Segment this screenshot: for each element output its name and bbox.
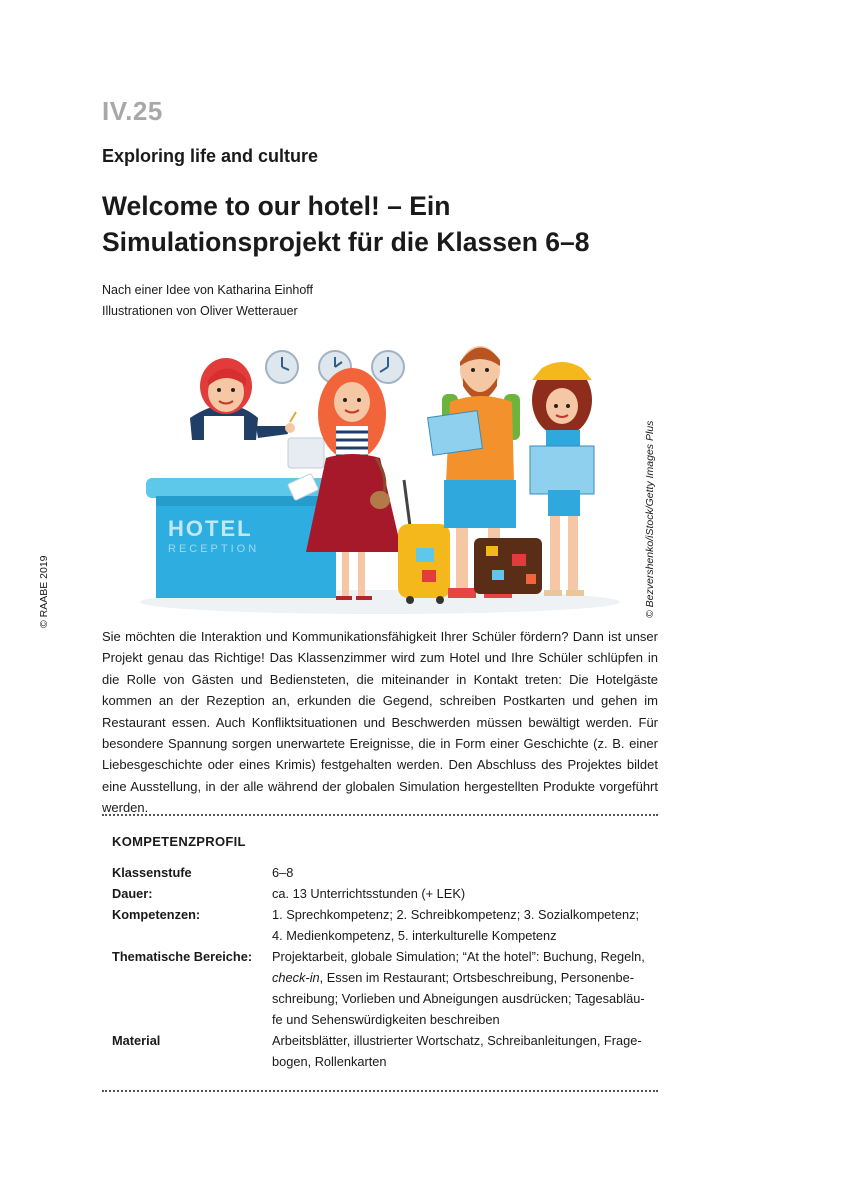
row-label: Material: [112, 1033, 161, 1048]
dotted-divider: [102, 1090, 658, 1092]
clock-icon: [266, 351, 298, 383]
row-value: [272, 904, 652, 946]
credits: [102, 280, 313, 322]
row-label: Dauer:: [112, 886, 153, 901]
profile-row: [112, 904, 652, 946]
section-number: IV.25: [102, 96, 163, 126]
title-line-2: Simulationsprojekt für die Klassen 6–8: [102, 227, 590, 257]
row-label: Thematische Bereiche:: [112, 949, 253, 964]
desk-title: HOTEL: [168, 516, 253, 541]
profile-row: [112, 883, 652, 904]
profile-heading: KOMPETENZPROFIL: [112, 834, 246, 849]
hotel-reception-illustration: [130, 330, 630, 618]
title-line-1: Welcome to our hotel! – Ein: [102, 191, 451, 221]
copyright-notice: © RAABE 2019: [38, 555, 50, 628]
clock-icon: [372, 351, 404, 383]
photo-credit: © Bezvershenko/iStock/Getty Images Plus: [644, 420, 656, 618]
row-value-line: 4. Medienkompetenz, 5. interkulturelle Kompetenz: [272, 928, 557, 943]
intro-paragraph: Sie möchten die Interaktion und Kommunikationsfähigkeit Ihrer Schüler fördern? Dann ist unser Projekt genau das Richtige! Das Klassenzimmer wird zum Hotel und Ihre Schüler schlüpfen in die Rolle von Gästen und Bediensteten, die miteinander in Kontakt treten: Die Hotelgäste kommen an der Rezeption an, erkunden die Gegend, schreiben Postkarten und gehen im Restaurant essen. Auch Konfliktsituationen und Beschwerden müssen bewältigt werden. Für besondere Spannung sorgen unerwartete Ereignisse, die in Form einer Geschichte (z. B. einer Liebesgeschichte oder eines Krimis) festgehalten werden. Den Abschluss des Projektes bildet eine Ausstellung, in der alle während der globalen Simulation hergestellten Produkte vorgeführt werden.: [102, 629, 658, 816]
desk-subtitle: RECEPTION: [168, 543, 260, 555]
row-value-line: schreibung; Vorlieben und Abneigungen ausdrücken; Tagesabläu-: [272, 991, 645, 1006]
row-value: [272, 1030, 652, 1072]
row-value-line: bogen, Rollenkarten: [272, 1054, 387, 1069]
row-value: [272, 883, 652, 904]
dotted-divider: [102, 814, 658, 816]
credit-idea: Nach einer Idee von Katharina Einhoff: [102, 283, 314, 297]
series-title: Exploring life and culture: [102, 146, 319, 166]
suitcase-brown: [474, 538, 542, 594]
row-value: [272, 862, 652, 883]
row-label: Kompetenzen:: [112, 907, 201, 922]
reception-desk: [146, 478, 336, 598]
page-title: [102, 188, 722, 260]
profile-row: [112, 946, 652, 1030]
credit-illustrations: Illustrationen von Oliver Wetterauer: [102, 304, 298, 318]
row-value-line: fe und Sehenswürdigkeiten beschreiben: [272, 1012, 500, 1027]
profile-row: [112, 1030, 652, 1072]
row-value-line: 6–8: [272, 865, 294, 880]
row-value-line: Projektarbeit, globale Simulation; “At the hotel”: Buchung, Regeln,: [272, 949, 645, 964]
row-value-line: check-in, Essen im Restaurant; Ortsbeschreibung, Personenbe-: [272, 970, 635, 985]
row-value-line: Arbeitsblätter, illustrierter Wortschatz, Schreibanleitungen, Frage-: [272, 1033, 642, 1048]
computer-monitor: [288, 438, 324, 468]
suitcase-yellow: [398, 480, 450, 604]
row-value: [272, 946, 652, 1030]
row-value-line: ca. 13 Unterrichtsstunden (+ LEK): [272, 886, 466, 901]
row-label: Klassenstufe: [112, 865, 192, 880]
competency-profile-table: [112, 862, 652, 1072]
profile-row: [112, 862, 652, 883]
row-value-line: 1. Sprechkompetenz; 2. Schreibkompetenz; 3. Sozialkompetenz;: [272, 907, 640, 922]
